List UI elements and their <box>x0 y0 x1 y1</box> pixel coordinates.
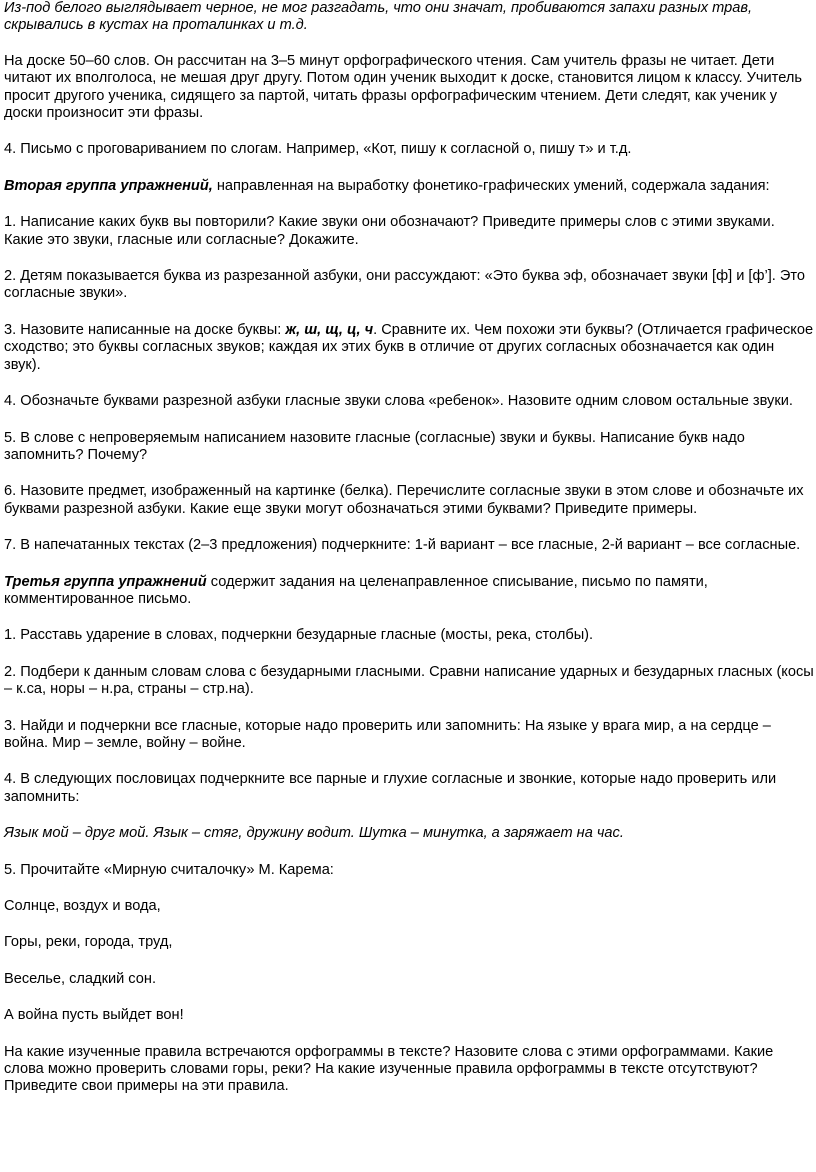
group2-item-3-letters: ж, ш, щ, ц, ч <box>285 321 374 338</box>
proverbs-paragraph <box>4 825 814 842</box>
poem-line-4: А война пусть выйдет вон! <box>4 1007 184 1024</box>
group2-title: Вторая группа упражнений, <box>4 177 213 194</box>
poem-line-3: Веселье, сладкий сон. <box>4 970 157 987</box>
group2-description: направленная на выработку фонетико-графических умений, содержала задания: <box>212 177 770 194</box>
document-page <box>4 0 814 1115</box>
group3-item-3: 3. Найди и подчеркни все гласные, которые надо проверить или запомнить: На языке у врага мир, а на сердце – война. Мир – земле, войну – войне. <box>4 717 771 751</box>
intro-paragraph <box>4 0 814 35</box>
group2-item-3 <box>4 322 814 374</box>
group3-item-5: 5. Прочитайте «Мирную считалочку» М. Карема: <box>4 861 334 878</box>
group2-item-4: 4. Обозначьте буквами разрезной азбуки гласные звуки слова «ребенок». Назовите одним словом остальные звуки. <box>4 393 793 410</box>
group2-item-3-prefix: 3. Назовите написанные на доске буквы: <box>4 321 286 338</box>
group2-item-5: 5. В слове с непроверяемым написанием назовите гласные (согласные) звуки и буквы. Написание букв надо запомнить? Почему? <box>4 429 745 463</box>
poem-line-1: Солнце, воздух и вода, <box>4 898 161 914</box>
group3-item-2: 2. Подбери к данным словам слова с безударными гласными. Сравни написание ударных и безударных гласных (косы – к.са, норы – н.ра, страны – стр.на). <box>4 663 814 698</box>
poem-line-2: Горы, реки, города, труд, <box>4 934 173 951</box>
proverbs-text: Язык мой – друг мой. Язык – стяг, дружину водит. Шутка – минутка, а заряжает на час. <box>4 825 624 842</box>
intro-text: Из-под белого выглядывает черное, не мог разгадать, что они значат, пробиваются запахи разных трав, скрывались в кустах на проталинках и т.д. <box>4 0 753 34</box>
group3-item-4: 4. В следующих пословицах подчеркните все парные и глухие согласные и звонкие, которые надо проверить или запомнить: <box>4 771 777 805</box>
group3-description: содержит задания на целенаправленное списывание, письмо по памяти, комментированное письмо. <box>4 573 708 607</box>
board-paragraph: На доске 50–60 слов. Он рассчитан на 3–5 минут орфографического чтения. Сам учитель фразы не читает. Дети читают их вполголоса, не мешая друг другу. Потом один ученик выходит к доске, становится лицом к классу. Учитель просит другого ученика, сидящего за партой, читать фразы орфографическим чтением. Дети следят, как ученик у доски произносит эти фразы. <box>4 52 802 122</box>
group2-item-6: 6. Назовите предмет, изображенный на картинке (белка). Перечислите согласные звуки в этом слове и обозначьте их буквами разрезной азбуки. Какие еще звуки могут обозначаться этими буквами? Приведите примеры. <box>4 483 804 517</box>
group2-item-3-suffix: . Сравните их. Чем похожи эти буквы? (Отличается графическое сходство; это буквы согласных звуков; каждая их этих букв в отличие от других согласных обозначается как один звук). <box>4 321 814 373</box>
group3-title: Третья группа упражнений <box>4 573 207 590</box>
group3-item-1: 1. Расставь ударение в словах, подчеркни безударные гласные (мосты, река, столбы). <box>4 627 594 644</box>
group2-item-2: 2. Детям показывается буква из разрезанной азбуки, они рассуждают: «Это буква эф, обозначает звуки [ф] и [ф’]. Это согласные звуки». <box>4 268 806 302</box>
group2-heading <box>4 178 814 195</box>
final-questions: На какие изученные правила встречаются орфограммы в тексте? Назовите слова с этими орфограммами. Какие слова можно проверить словами горы, реки? На какие изученные правила орфограммы в тексте отсутствуют? Приведите свои примеры на эти правила. <box>4 1043 774 1095</box>
group2-item-7: 7. В напечатанных текстах (2–3 предложения) подчеркните: 1-й вариант – все гласные, 2-й вариант – все согласные. <box>4 537 801 554</box>
group2-item-1: 1. Написание каких букв вы повторили? Какие звуки они обозначают? Приведите примеры слов с этими звуками. Какие это звуки, гласные или согласные? Докажите. <box>4 214 775 248</box>
item-4-paragraph: 4. Письмо с проговариванием по слогам. Например, «Кот, пишу к согласной о, пишу т» и т.д. <box>4 141 632 158</box>
group3-heading <box>4 574 814 609</box>
